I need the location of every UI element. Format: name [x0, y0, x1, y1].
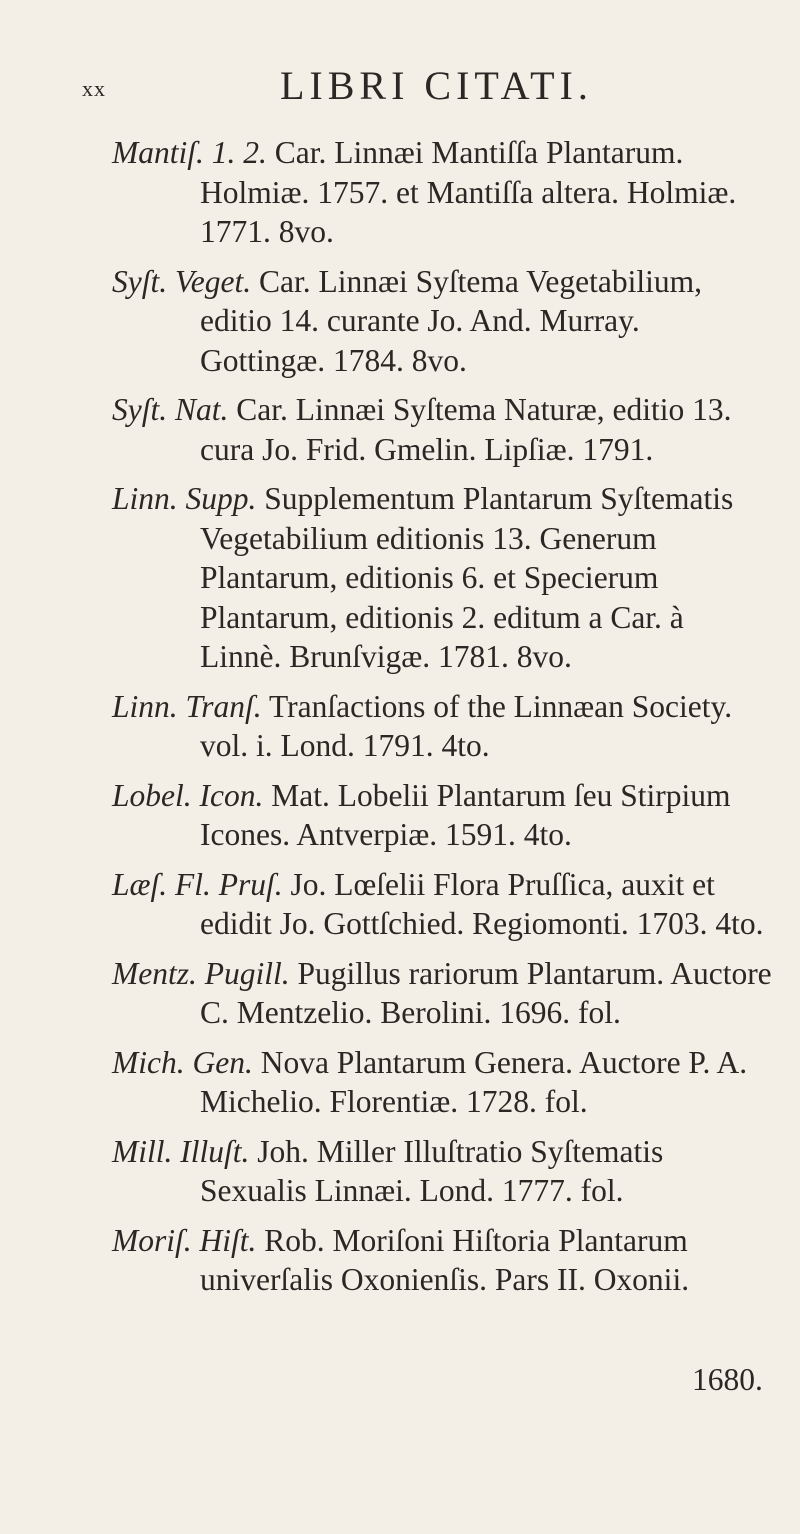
citation-entry [0, 776, 800, 855]
citation-text: Rob. Moriſoni Hiſtoria Plantarum univerſalis Oxonienſis. Pars II. Oxonii. [200, 1222, 690, 1297]
citation-text: Car. Linnæi Syſtema Naturæ, editio 13. cura Jo. Frid. Gmelin. Lipſiæ. 1791. [200, 392, 732, 467]
citation-entry [0, 479, 800, 677]
citation-abbreviation: Mich. Gen. [112, 1044, 253, 1080]
citation-text: Car. Linnæi Syſtema Vegetabilium, editio 14. curante Jo. And. Murray. Gottingæ. 1784. 8vo. [200, 263, 702, 378]
citation-entry [0, 133, 800, 252]
citation-text: Tranſactions of the Linnæan Society. vol. i. Lond. 1791. 4to. [200, 688, 733, 763]
running-title: LIBRI CITATI. [280, 63, 593, 108]
citation-abbreviation: Syſt. Nat. [112, 392, 229, 427]
trailing-year: 1680. [692, 1362, 763, 1397]
citation-abbreviation: Mentz. Pugill. [112, 955, 290, 991]
citation-abbreviation: Linn. Supp. [112, 481, 257, 516]
citation-abbreviation: Moriſ. Hiſt. [112, 1222, 257, 1258]
citation-text: Pugillus rariorum Plantarum. Auctore C. Mentzelio. Berolini. 1696. fol. [200, 955, 772, 1030]
citation-abbreviation: Syſt. Veget. [112, 263, 252, 299]
citation-text: Joh. Miller Illuſtratio Syſtematis Sexualis Linnæi. Lond. 1777. fol. [200, 1133, 664, 1208]
citation-abbreviation: Mill. Illuſt. [112, 1133, 250, 1169]
citation-entry [0, 1221, 800, 1300]
citation-entry [0, 1043, 800, 1122]
citation-abbreviation: Lobel. Icon. [112, 777, 264, 813]
citation-list [0, 133, 800, 1310]
citation-text: Nova Plantarum Genera. Auctore P. A. Michelio. Florentiæ. 1728. fol. [200, 1044, 748, 1119]
citation-entry [0, 390, 800, 469]
citation-entry [0, 687, 800, 766]
citation-abbreviation: Mantiſ. 1. 2. [112, 135, 267, 170]
citation-abbreviation: Læſ. Fl. Pruſ. [112, 866, 283, 902]
citation-text: Supplementum Plantarum Syſtematis Vegetabilium editionis 13. Generum Plantarum, editionis 6. et Specierum Plantarum, editionis 2. editum a Car. à Linnè. Brunſvigæ. 1781. 8vo. [200, 481, 734, 674]
page-number: xx [82, 76, 106, 101]
citation-entry [0, 865, 800, 944]
citation-text: Car. Linnæi Mantiſſa Plantarum. Holmiæ. 1757. et Mantiſſa altera. Holmiæ. 1771. 8vo. [200, 135, 737, 249]
citation-entry [0, 954, 800, 1033]
citation-abbreviation: Linn. Tranſ. [112, 688, 262, 724]
citation-entry [0, 1132, 800, 1211]
page-header [0, 62, 800, 122]
citation-text: Jo. Lœſelii Flora Pruſſica, auxit et edidit Jo. Gottſchied. Regiomonti. 1703. 4to. [200, 866, 764, 941]
citation-entry [0, 262, 800, 381]
citation-text: Mat. Lobelii Plantarum ſeu Stirpium Icones. Antverpiæ. 1591. 4to. [200, 777, 731, 852]
